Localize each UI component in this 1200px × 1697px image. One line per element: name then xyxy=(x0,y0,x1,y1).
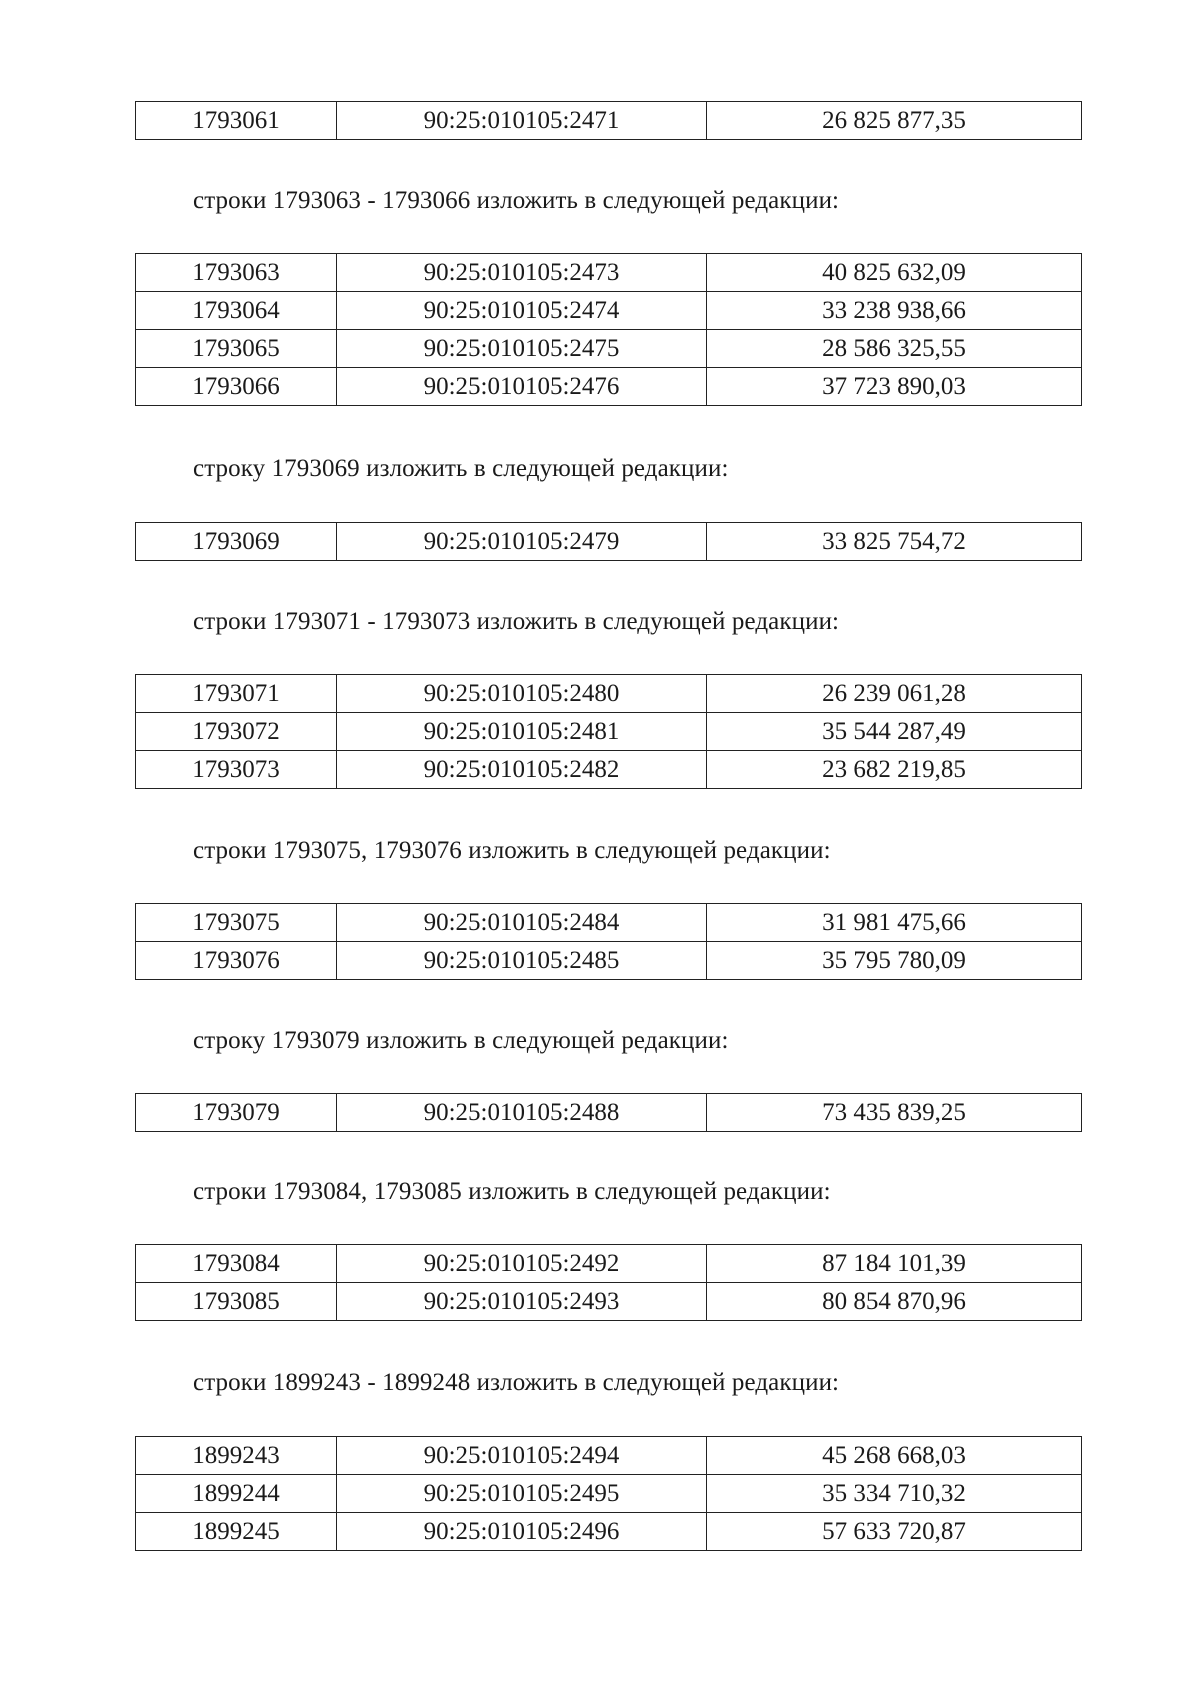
cadastral-value-cell: 26 239 061,28 xyxy=(707,675,1082,713)
cadastral-number-cell: 90:25:010105:2474 xyxy=(337,292,707,330)
row-number-cell: 1899243 xyxy=(136,1437,337,1475)
cadastral-number-cell: 90:25:010105:2471 xyxy=(337,102,707,140)
table-section-7 xyxy=(135,1436,1082,1551)
row-number-cell: 1793076 xyxy=(136,942,337,980)
cadastral-value-cell: 31 981 475,66 xyxy=(707,904,1082,942)
row-number-cell: 1793061 xyxy=(136,102,337,140)
cadastral-number-cell: 90:25:010105:2482 xyxy=(337,751,707,789)
cadastral-number-cell: 90:25:010105:2475 xyxy=(337,330,707,368)
row-number-cell: 1793075 xyxy=(136,904,337,942)
table-row xyxy=(136,368,1082,406)
row-number-cell: 1793064 xyxy=(136,292,337,330)
cadastral-value-cell: 40 825 632,09 xyxy=(707,254,1082,292)
table-row xyxy=(136,713,1082,751)
table-row xyxy=(136,675,1082,713)
row-number-cell: 1793069 xyxy=(136,523,337,561)
table-section-6 xyxy=(135,1244,1082,1321)
cadastral-value-cell: 37 723 890,03 xyxy=(707,368,1082,406)
section-heading: строку 1793069 изложить в следующей редакции: xyxy=(193,455,729,482)
section-heading: строки 1793084, 1793085 изложить в следующей редакции: xyxy=(193,1178,831,1205)
table-row xyxy=(136,751,1082,789)
cadastral-value-cell: 35 334 710,32 xyxy=(707,1475,1082,1513)
row-number-cell: 1899245 xyxy=(136,1513,337,1551)
cadastral-value-cell: 73 435 839,25 xyxy=(707,1094,1082,1132)
table-section-3 xyxy=(135,674,1082,789)
table-section-4 xyxy=(135,903,1082,980)
cadastral-value-cell: 35 795 780,09 xyxy=(707,942,1082,980)
row-number-cell: 1793071 xyxy=(136,675,337,713)
table-row xyxy=(136,523,1082,561)
cadastral-value-cell: 23 682 219,85 xyxy=(707,751,1082,789)
row-number-cell: 1899244 xyxy=(136,1475,337,1513)
cadastral-number-cell: 90:25:010105:2493 xyxy=(337,1283,707,1321)
row-number-cell: 1793065 xyxy=(136,330,337,368)
row-number-cell: 1793063 xyxy=(136,254,337,292)
section-heading: строки 1793075, 1793076 изложить в следующей редакции: xyxy=(193,837,831,864)
cadastral-number-cell: 90:25:010105:2476 xyxy=(337,368,707,406)
table-section-1 xyxy=(135,253,1082,406)
table-row xyxy=(136,1094,1082,1132)
cadastral-number-cell: 90:25:010105:2496 xyxy=(337,1513,707,1551)
cadastral-value-cell: 57 633 720,87 xyxy=(707,1513,1082,1551)
table-row xyxy=(136,1437,1082,1475)
row-number-cell: 1793066 xyxy=(136,368,337,406)
cadastral-number-cell: 90:25:010105:2495 xyxy=(337,1475,707,1513)
cadastral-value-cell: 45 268 668,03 xyxy=(707,1437,1082,1475)
row-number-cell: 1793085 xyxy=(136,1283,337,1321)
row-number-cell: 1793073 xyxy=(136,751,337,789)
cadastral-number-cell: 90:25:010105:2494 xyxy=(337,1437,707,1475)
section-heading: строки 1793071 - 1793073 изложить в следующей редакции: xyxy=(193,608,840,635)
cadastral-value-cell: 87 184 101,39 xyxy=(707,1245,1082,1283)
cadastral-value-cell: 28 586 325,55 xyxy=(707,330,1082,368)
cadastral-number-cell: 90:25:010105:2480 xyxy=(337,675,707,713)
table-row xyxy=(136,904,1082,942)
table-section-0 xyxy=(135,101,1082,140)
table-row xyxy=(136,292,1082,330)
table-row xyxy=(136,102,1082,140)
section-heading: строку 1793079 изложить в следующей редакции: xyxy=(193,1027,729,1054)
cadastral-value-cell: 35 544 287,49 xyxy=(707,713,1082,751)
cadastral-number-cell: 90:25:010105:2485 xyxy=(337,942,707,980)
row-number-cell: 1793079 xyxy=(136,1094,337,1132)
table-row xyxy=(136,1475,1082,1513)
cadastral-number-cell: 90:25:010105:2488 xyxy=(337,1094,707,1132)
row-number-cell: 1793072 xyxy=(136,713,337,751)
row-number-cell: 1793084 xyxy=(136,1245,337,1283)
table-section-2 xyxy=(135,522,1082,561)
section-heading: строки 1899243 - 1899248 изложить в следующей редакции: xyxy=(193,1369,840,1396)
cadastral-number-cell: 90:25:010105:2484 xyxy=(337,904,707,942)
section-heading: строки 1793063 - 1793066 изложить в следующей редакции: xyxy=(193,187,840,214)
cadastral-number-cell: 90:25:010105:2479 xyxy=(337,523,707,561)
cadastral-value-cell: 33 825 754,72 xyxy=(707,523,1082,561)
table-row xyxy=(136,1283,1082,1321)
cadastral-number-cell: 90:25:010105:2492 xyxy=(337,1245,707,1283)
table-row xyxy=(136,1513,1082,1551)
cadastral-value-cell: 33 238 938,66 xyxy=(707,292,1082,330)
table-row xyxy=(136,330,1082,368)
table-row xyxy=(136,254,1082,292)
cadastral-number-cell: 90:25:010105:2473 xyxy=(337,254,707,292)
cadastral-value-cell: 80 854 870,96 xyxy=(707,1283,1082,1321)
table-row xyxy=(136,942,1082,980)
cadastral-number-cell: 90:25:010105:2481 xyxy=(337,713,707,751)
table-row xyxy=(136,1245,1082,1283)
cadastral-value-cell: 26 825 877,35 xyxy=(707,102,1082,140)
table-section-5 xyxy=(135,1093,1082,1132)
